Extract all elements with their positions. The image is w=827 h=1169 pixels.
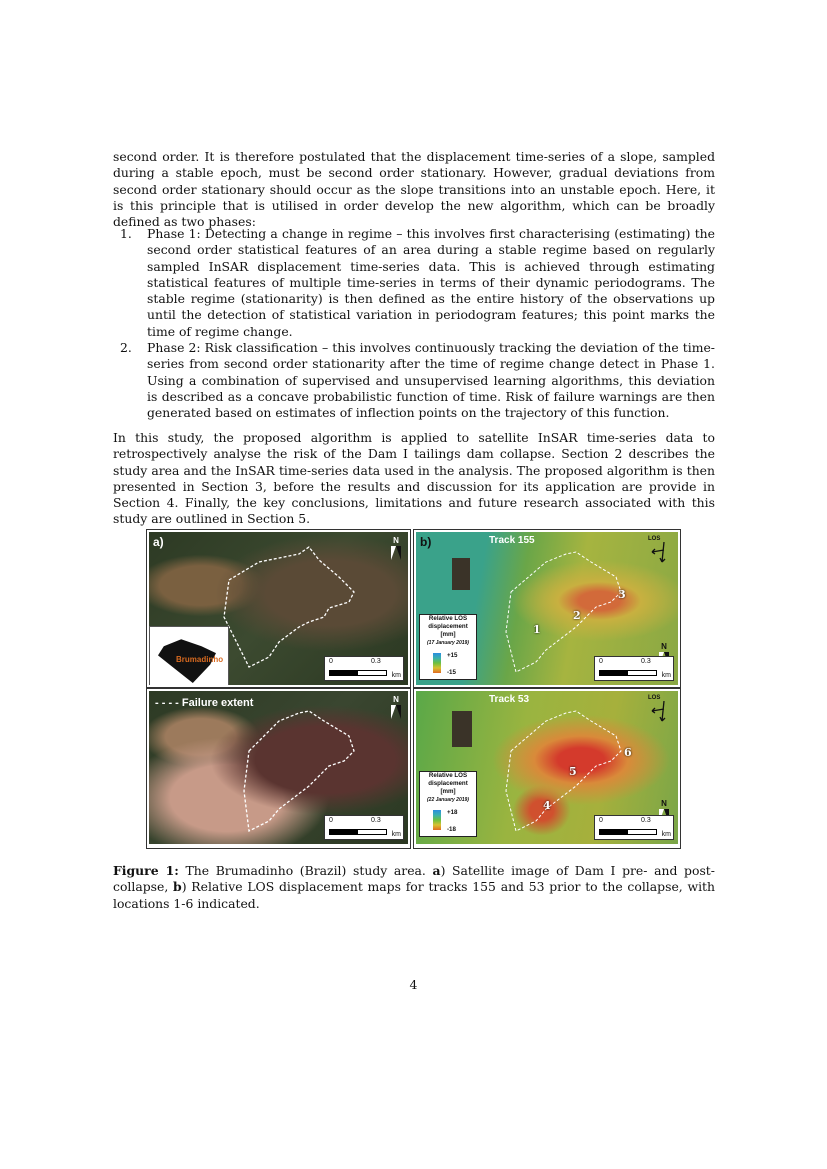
- satellite-image-post-collapse: [149, 691, 408, 844]
- location-5: 5: [569, 765, 577, 778]
- brazil-inset-map: [149, 626, 229, 685]
- scale-max: 0.3: [641, 817, 651, 824]
- failure-extent-label: Failure extent: [181, 697, 254, 709]
- los-arrow-icon: [648, 695, 674, 723]
- scale-unit: km: [661, 831, 671, 838]
- legend-max: +15: [447, 652, 458, 659]
- intro-paragraph: second order. It is therefore postulated that the displacement time-series of a slope, sampled during a stable epoch, must be second order stationary. However, gradual deviations from second order stationary should occur as the slope transitions into an unstable epoch. Here, it is this principle that is utilised in order develop the new algorithm, which can be broadly defined as two phases:: [113, 149, 715, 230]
- north-arrow-icon: [390, 695, 402, 719]
- los-arrow-icon: [648, 536, 674, 564]
- scale-zero: 0: [599, 658, 603, 665]
- legend-max: +18: [447, 809, 458, 816]
- scale-bar: [594, 815, 674, 840]
- list-number: 1.: [120, 226, 132, 241]
- insar-map-track-155: [416, 532, 678, 685]
- location-6: 6: [624, 746, 632, 759]
- legend-min: -15: [447, 669, 456, 676]
- divider: [414, 687, 680, 689]
- legend-min: -18: [447, 826, 456, 833]
- scale-bar: [594, 656, 674, 681]
- colorbar: [433, 653, 441, 673]
- scale-unit: km: [391, 672, 401, 679]
- caption-text: The Brumadinho (Brazil) study area.: [178, 863, 433, 878]
- location-1: 1: [533, 623, 541, 636]
- north-label: N: [393, 536, 399, 545]
- list-item-phase-2: [113, 340, 715, 421]
- insar-map-track-53: [416, 691, 678, 844]
- panel-a-label: a): [153, 535, 164, 549]
- track-53-title: Track 53: [489, 694, 530, 705]
- list-item-phase-1: [113, 226, 715, 340]
- legend-unit: [mm]: [440, 631, 456, 638]
- displacement-legend: [419, 771, 477, 837]
- caption-a: a: [432, 863, 441, 878]
- page-number: 4: [409, 977, 418, 992]
- track-155-title: Track 155: [489, 535, 535, 546]
- scale-bar: [324, 656, 404, 681]
- scale-max: 0.3: [371, 658, 381, 665]
- legend-title: Relative LOS displacement: [428, 772, 468, 787]
- scale-unit: km: [391, 831, 401, 838]
- scale-bar: [324, 815, 404, 840]
- list-text: Phase 2: Risk classification – this involves continuously tracking the deviation of the time-series from second order stationarity after the time of regime change detect in Phase 1. Using a combination of supervised and unsupervised learning algorithms, this deviation is described as a concave probabilistic function of time. Risk of failure warnings are then generated based on estimates of inflection points on the trajectory of this function.: [147, 340, 715, 421]
- scale-max: 0.3: [371, 817, 381, 824]
- scale-max: 0.3: [641, 658, 651, 665]
- location-2: 2: [573, 609, 581, 622]
- north-arrow-icon: [390, 536, 402, 560]
- legend-title: Relative LOS displacement: [428, 615, 468, 630]
- scale-unit: km: [661, 672, 671, 679]
- colorbar: [433, 810, 441, 830]
- legend-date: (17 January 2019): [427, 640, 469, 646]
- north-label: N: [661, 799, 667, 808]
- north-label: N: [661, 642, 667, 651]
- panel-b: [413, 529, 681, 849]
- caption-text: ) Relative LOS displacement maps for tracks 155 and 53 prior to the collapse, with locations 1-6 indicated.: [113, 879, 715, 911]
- divider: [147, 687, 410, 689]
- los-label: LOS: [648, 695, 661, 701]
- figure-1: [146, 529, 682, 850]
- figure-caption: [113, 863, 715, 912]
- caption-label: Figure 1:: [113, 863, 179, 878]
- failure-extent-legend: - - - - Failure extent: [155, 697, 254, 709]
- panel-b-label: b): [420, 535, 432, 549]
- inset-location-label: Brumadinho: [176, 655, 224, 664]
- satellite-image-pre-collapse: [149, 532, 408, 685]
- closing-paragraph: In this study, the proposed algorithm is applied to satellite InSAR time-series data to retrospectively analyse the risk of the Dam I tailings dam collapse. Section 2 describes the study area and the InSAR time-series data used in the analysis. The proposed algorithm is then presented in Section 3, before the results and discussion for its application are provide in Section 4. Finally, the key conclusions, limitations and future research associated with this study are outlined in Section 5.: [113, 430, 715, 527]
- list-number: 2.: [120, 340, 132, 355]
- location-4: 4: [543, 799, 551, 812]
- displacement-legend: [419, 614, 477, 680]
- caption-b: b: [173, 879, 182, 895]
- scale-zero: 0: [329, 817, 333, 824]
- los-label: LOS: [648, 536, 661, 542]
- legend-unit: [mm]: [440, 788, 456, 795]
- panel-a: [146, 529, 411, 849]
- location-3: 3: [618, 588, 626, 601]
- legend-date: (22 January 2019): [427, 797, 469, 803]
- list-text: Phase 1: Detecting a change in regime – this involves first characterising (estimating) the second order statistical features of an area during a stable regime based on regularly sampled InSAR displacement time-series data. This is achieved through estimating statistical features of multiple time-series in terms of their dynamic periodograms. The stable regime (stationarity) is then defined as the entire history of the observations up until the detection of statistical variation in periodogram features; this point marks the time of regime change.: [147, 226, 715, 339]
- scale-zero: 0: [599, 817, 603, 824]
- caption-text: ) Satellite image of Dam I pre- and post-collapse,: [113, 863, 715, 895]
- scale-zero: 0: [329, 658, 333, 665]
- north-label: N: [393, 695, 399, 704]
